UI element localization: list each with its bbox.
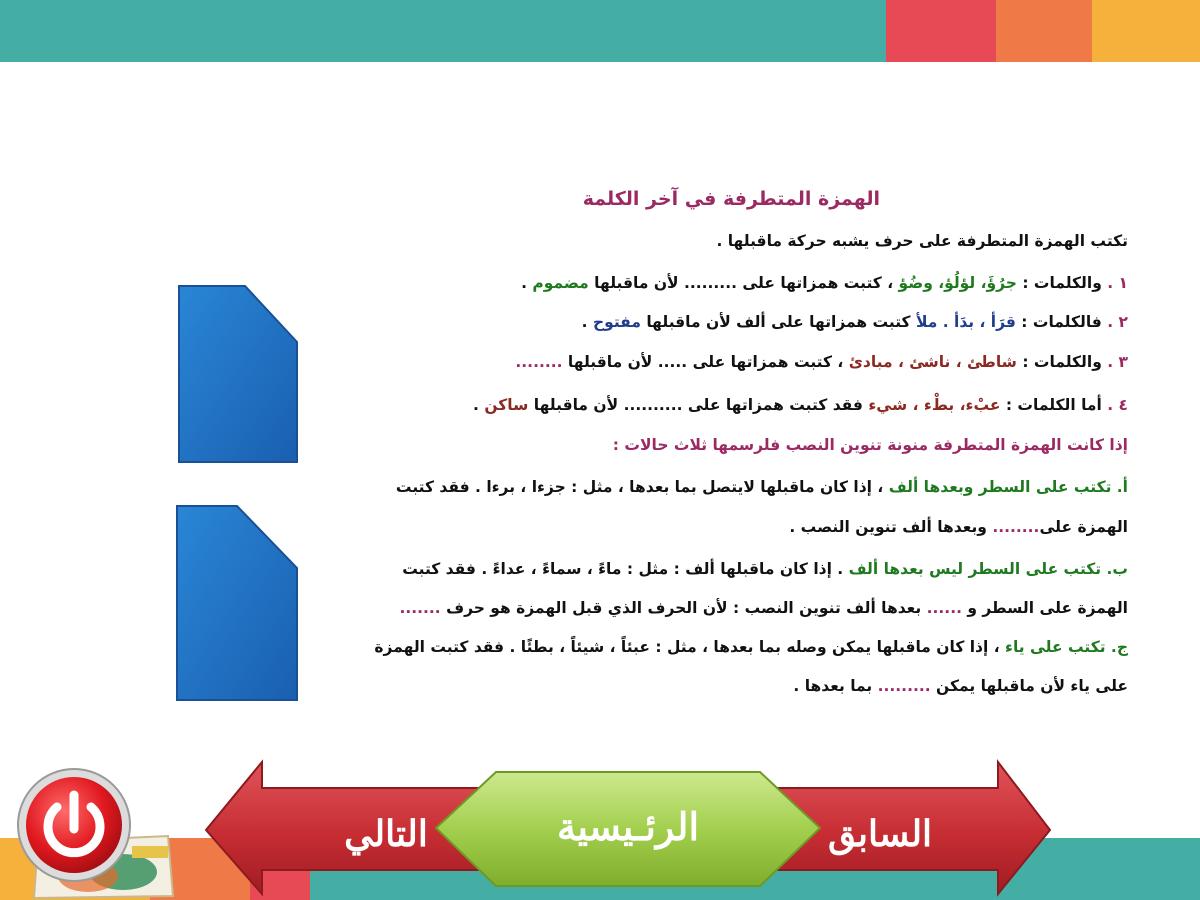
case-c-label: ج. تكتب على ياء xyxy=(1005,638,1128,656)
rule-4-prefix: أما الكلمات : xyxy=(1000,396,1102,414)
home-button[interactable]: الرئـيسية xyxy=(556,804,700,849)
rule-4 xyxy=(300,396,1128,414)
case-b-line-2 xyxy=(300,599,1128,617)
case-a-text: ، إذا كان ماقبلها لايتصل بما بعدها ، مثل : جزءا ، برءا . فقد كتبت xyxy=(395,478,889,496)
case-a-line-2 xyxy=(300,518,1128,536)
case-b-text: . إذا كان ماقبلها ألف : مثل : ماءً ، سماءً ، عداءً . فقد كتبت xyxy=(402,560,849,578)
top-bar-orange xyxy=(996,0,1092,62)
rule-4-words: عبْء، بطْء ، شيء xyxy=(868,396,1001,414)
lesson-title: الهمزة المتطرفة في آخر الكلمة xyxy=(582,188,880,210)
rule-2-end: . xyxy=(581,313,593,331)
prev-button[interactable]: السابق xyxy=(827,813,933,855)
rule-3-text: ، كتبت همزاتها على ..... لأن ماقبلها xyxy=(562,353,849,371)
rule-2-words: قرَأ ، بدَأ . ملأ xyxy=(915,313,1016,331)
rule-3 xyxy=(300,353,1128,371)
case-c-line2-post: بما بعدها . xyxy=(793,677,878,695)
case-a-line2-post: وبعدها ألف تنوين النصب . xyxy=(789,518,993,536)
rule-2-prefix: فالكلمات : xyxy=(1015,313,1102,331)
rule-1-prefix: والكلمات : xyxy=(1016,274,1102,292)
case-a-line2-pre: الهمزة على xyxy=(1039,518,1128,536)
rule-1-text: ، كتبت همزاتها على ......... لأن ماقبلها xyxy=(588,274,899,292)
rule-3-words: شاطئ ، ناشئ ، مبادئ xyxy=(848,353,1017,371)
top-bar-teal xyxy=(0,0,886,62)
rule-1 xyxy=(300,274,1128,292)
rule-1-end: . xyxy=(521,274,533,292)
case-b-line2-post: بعدها ألف تنوين النصب : لأن الحرف الذي قبل الهمزة هو حرف xyxy=(440,599,927,617)
case-b-line2-pre: الهمزة على السطر و xyxy=(961,599,1128,617)
case-b-blank-2: ....... xyxy=(399,599,441,617)
case-c-line-2 xyxy=(300,677,1128,695)
rule-4-text: فقد كتبت همزاتها على .......... لأن ماقبلها xyxy=(528,396,869,414)
case-c-line2-pre: على ياء لأن ماقبلها يمكن xyxy=(930,677,1128,695)
rule-4-condition: ساكن xyxy=(484,396,529,414)
rule-2-text: كتبت همزاتها على ألف لأن ماقبلها xyxy=(640,313,916,331)
rule-4-number: ٤ . xyxy=(1107,396,1128,414)
rule-3-condition: ........ xyxy=(515,353,563,371)
blue-box-top xyxy=(175,282,305,467)
rule-4-end: . xyxy=(473,396,485,414)
rule-2-condition: مفتوح xyxy=(592,313,641,331)
intro-text: تكتب الهمزة المتطرفة على حرف يشبه حركة ماقبلها . xyxy=(716,232,1128,250)
case-b-blank: ...... xyxy=(926,599,962,617)
case-a-line-1 xyxy=(300,478,1128,496)
next-button[interactable]: التالي xyxy=(344,813,428,855)
navigation-bar xyxy=(200,758,1056,900)
rule-1-number: ١ . xyxy=(1107,274,1128,292)
rule-2 xyxy=(300,313,1128,331)
case-a-label: أ. تكتب على السطر وبعدها ألف xyxy=(888,478,1128,496)
top-bar-yellow xyxy=(1092,0,1200,62)
case-c-blank: ......... xyxy=(877,677,931,695)
case-c-line-1 xyxy=(300,638,1128,656)
case-c-text: ، إذا كان ماقبلها يمكن وصله بما بعدها ، مثل : عبئاً ، شيئاً ، بطئًا . فقد كتبت الهمزة xyxy=(374,638,1006,656)
case-a-blank: ........ xyxy=(992,518,1040,536)
power-button[interactable] xyxy=(14,765,134,885)
case-b-label: ب. تكتب على السطر ليس بعدها ألف xyxy=(848,560,1128,578)
case-b-line-1 xyxy=(300,560,1128,578)
tanween-intro: إذا كانت الهمزة المتطرفة منونة تنوين النصب فلرسمها ثلاث حالات : xyxy=(612,436,1128,454)
rule-1-words: جرُؤَ، لؤلُؤ، وضُؤ xyxy=(898,274,1017,292)
blue-box-bottom xyxy=(173,502,303,704)
rule-3-number: ٣ . xyxy=(1107,353,1128,371)
rule-3-prefix: والكلمات : xyxy=(1016,353,1102,371)
top-bar-red xyxy=(886,0,996,62)
rule-2-number: ٢ . xyxy=(1107,313,1128,331)
rule-1-condition: مضموم xyxy=(532,274,589,292)
